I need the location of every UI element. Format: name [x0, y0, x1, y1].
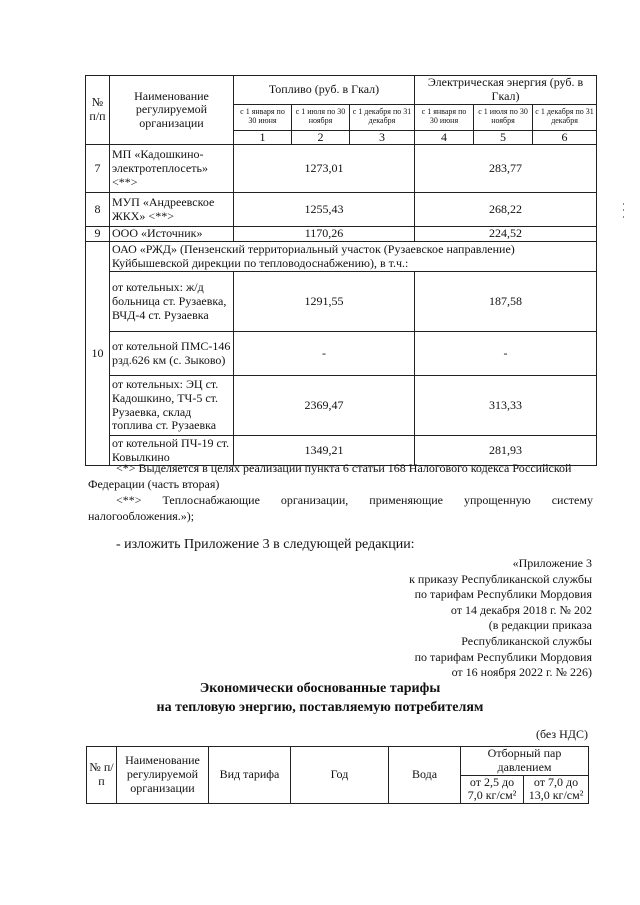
scan-mark: [623, 209, 624, 211]
header-num: № п/п: [86, 76, 110, 145]
appendix-line: (в редакции приказа: [488, 618, 592, 633]
col-number: 4: [415, 130, 474, 145]
t2-header-num: № п/п: [87, 747, 117, 804]
scan-mark: [623, 216, 624, 218]
appendix-line: «Приложение 3: [512, 556, 592, 570]
header-electricity: Электрическая энергия (руб. в Гкал): [415, 76, 597, 105]
row-org-name: ООО «Источник»: [110, 227, 234, 242]
table-row: [86, 272, 597, 332]
appendix-line: к приказу Республиканской службы: [409, 571, 592, 586]
vat-note: (без НДС): [535, 727, 588, 741]
period-fuel-1: с 1 января по 30 июня: [234, 104, 292, 130]
appendix-line: от 16 ноября 2022 г. № 226): [451, 665, 592, 680]
table-row: [86, 376, 597, 436]
period-elec-3: с 1 декабря по 31 декабря: [533, 104, 597, 130]
footnote-2-word: Теплоснабжающие: [162, 493, 260, 507]
row-fuel-value: 1170,26: [234, 227, 415, 242]
footnote-2-line: [88, 493, 593, 509]
footnote-1: <*> Выделяется в целях реализации пункта 6 статьи 168 Налогового кодекса Российской Федерации (часть вторая): [88, 461, 572, 491]
fuel-electricity-table: [85, 75, 597, 466]
row-source-name: от котельной ПМС-146 рзд.626 км (с. Зыково): [110, 332, 234, 376]
appendix-reference: [409, 556, 592, 681]
row-source-name: от котельной ПЧ-19 ст. Ковылкино: [110, 436, 234, 466]
row-elec-value: -: [415, 332, 597, 376]
row-elec-value: 281,93: [415, 436, 597, 466]
col-number: 1: [234, 130, 292, 145]
footnote-2-end: налогообложения.»);: [88, 508, 195, 523]
row-elec-value: 187,58: [415, 272, 597, 332]
footnote-2-word: систему: [551, 493, 593, 507]
row-fuel-value: 1349,21: [234, 436, 415, 466]
table-row: [86, 242, 597, 272]
row-fuel-value: 2369,47: [234, 376, 415, 436]
col-number: 3: [350, 130, 415, 145]
row-fuel-value: 1291,55: [234, 272, 415, 332]
table-row: [86, 145, 597, 193]
period-elec-1: с 1 января по 30 июня: [415, 104, 474, 130]
row-org-name: МУП «Андреевское ЖКХ» <**>: [110, 193, 234, 227]
title-line-1: Экономически обоснованные тарифы: [199, 681, 441, 696]
footnote-2-word: организации,: [280, 493, 349, 507]
tariff-table: [86, 746, 589, 804]
col-number: 2: [292, 130, 350, 145]
footnote-2: [88, 493, 593, 524]
t2-header-steam-low: от 2,5 до 7,0 кг/см²: [461, 775, 524, 804]
row-num: 8: [86, 193, 110, 227]
table-row: [86, 332, 597, 376]
row-num: 7: [86, 145, 110, 193]
appendix-line: по тарифам Республики Мордовия: [414, 587, 592, 602]
row-fuel-value: 1273,01: [234, 145, 415, 193]
col-number: 6: [533, 130, 597, 145]
row-org-name: МП «Кадошкино-электротеплосеть» <**>: [110, 145, 234, 193]
page-title: [0, 680, 640, 718]
scan-mark: [623, 203, 624, 205]
instruction-text: - изложить Приложение 3 в следующей редакции:: [116, 537, 415, 552]
title-line-2: на тепловую энергию, поставляемую потребителям: [156, 699, 484, 715]
t2-header-year: Год: [291, 747, 389, 804]
row-elec-value: 313,33: [415, 376, 597, 436]
table-row: [86, 227, 597, 242]
t2-header-steam-high: от 7,0 до 13,0 кг/см²: [524, 775, 589, 804]
period-fuel-2: с 1 июля по 30 ноября: [292, 104, 350, 130]
rzd-title: ОАО «РЖД» (Пензенский территориальный участок (Рузаевское направление) Куйбышевской дирекции по тепловодоснабжению), в т.ч.:: [110, 242, 597, 272]
row-fuel-value: 1255,43: [234, 193, 415, 227]
row-fuel-value: -: [234, 332, 415, 376]
t2-header-tariff-type: Вид тарифа: [209, 747, 291, 804]
appendix-line: по тарифам Республики Мордовия: [414, 649, 592, 664]
col-number: 5: [474, 130, 533, 145]
row-source-name: от котельных: ЭЦ ст. Кадошкино, ТЧ-5 ст. Рузаевка, склад топлива ст. Рузаевка: [110, 376, 234, 436]
row-num: 10: [86, 242, 110, 466]
appendix-line: Республиканской службы: [461, 633, 592, 648]
row-elec-value: 224,52: [415, 227, 597, 242]
table-row: [86, 193, 597, 227]
footnote-2-word: упрощенную: [463, 493, 531, 507]
row-source-name: от котельных: ж/д больница ст. Рузаевка, ВЧД-4 ст. Рузаевка: [110, 272, 234, 332]
period-fuel-3: с 1 декабря по 31 декабря: [350, 104, 415, 130]
row-elec-value: 283,77: [415, 145, 597, 193]
period-elec-2: с 1 июля по 30 ноября: [474, 104, 533, 130]
row-elec-value: 268,22: [415, 193, 597, 227]
header-fuel: Топливо (руб. в Гкал): [234, 76, 415, 105]
t2-header-steam: Отборный пар давлением: [461, 747, 589, 776]
row-num: 9: [86, 227, 110, 242]
footnote-2-word: применяющие: [369, 493, 443, 507]
t2-header-water: Вода: [389, 747, 461, 804]
appendix-line: от 14 декабря 2018 г. № 202: [450, 602, 592, 617]
footnote-2-mark: <**>: [116, 493, 142, 507]
t2-header-name: Наименование регулируемой организации: [117, 747, 209, 804]
header-name: Наименование регулируемой организации: [110, 76, 234, 145]
